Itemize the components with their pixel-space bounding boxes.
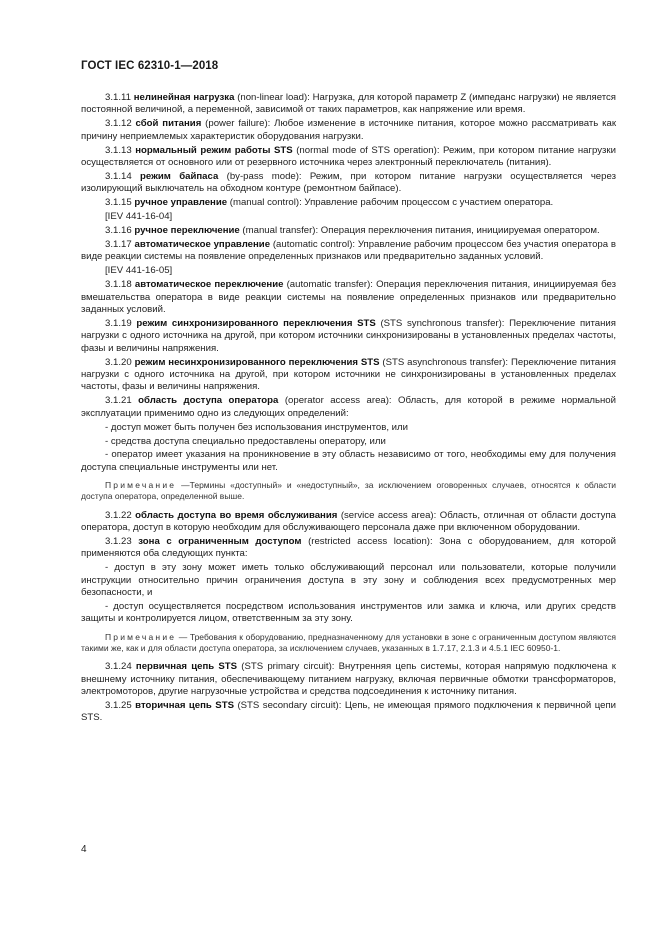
term: режим синхронизированного переключения STS	[136, 317, 376, 329]
term: автоматическое управление	[134, 238, 271, 250]
clause-3-1-22: 3.1.22 область доступа во время обслуживания (service access area): Область, отличная от области доступа оператора, доступ в которую необходим для обслуживающего персонала даже при включенном оборудовании.	[81, 509, 616, 534]
clause-3-1-15: 3.1.15 ручное управление (manual control): Управление рабочим процессом с участием оператора.	[105, 197, 554, 209]
page-number: 4	[81, 844, 87, 855]
list-item: - средства доступа специально предоставлены оператору, или	[105, 435, 386, 447]
clause-3-1-17: 3.1.17 автоматическое управление (automatic control): Управление рабочим процессом без участия оператора в виде реакции системы на появление определенных признаков или предварительно заданных условий.	[81, 238, 616, 263]
clause-3-1-13: 3.1.13 нормальный режим работы STS (normal mode of STS operation): Режим, при котором питание нагрузки осуществляется от основного или от резервного источника через электронный переключатель (питания).	[81, 144, 616, 169]
clause-3-1-16: 3.1.16 ручное переключение (manual transfer): Операция переключения питания, инициируемая оператором.	[105, 225, 600, 237]
term: область доступа во время обслуживания	[135, 509, 338, 521]
list-item: - доступ в эту зону может иметь только обслуживающий персонал или пользователи, которые получили инструкции относительно причин ограничения доступа в эту зону и соблюдения всех предусмотренных мер безопасности, и	[81, 562, 616, 599]
clause-3-1-20: 3.1.20 режим несинхронизированного переключения STS (STS asynchronous transfer): Переключение питания нагрузки с одного источника на другой, при котором источники не синхронизированы в установленных пределах частоты, фазы и величины напряжения.	[81, 356, 616, 393]
clause-3-1-18: 3.1.18 автоматическое переключение (automatic transfer): Операция переключения питания, инициируемая без вмешательства оператора в виде реакции системы на появление определенных признаков или предварительно заданных условий.	[81, 279, 616, 315]
note-label: Примечание	[105, 480, 177, 491]
term: режим несинхронизированного переключения STS	[134, 356, 380, 368]
term: режим байпаса	[140, 170, 219, 182]
clause-3-1-21: 3.1.21 область доступа оператора (operator access area): Область, для которой в режиме нормальной эксплуатации применимо одно из следующих определений:	[81, 395, 617, 419]
note-label: Примечание	[105, 631, 177, 642]
clause-3-1-24: 3.1.24 первичная цепь STS (STS primary circuit): Внутренняя цепь системы, которая напрямую подключена к внешнему источнику питания, обеспечивающему питанием нагрузку, включая первичные обмотки трансформаторов, электромоторов, другие нагрузочные устройства и средства подсоединения к источнику питания.	[81, 661, 617, 698]
note-3-1-21: Примечание —Термины «доступный» и «недоступный», за исключением оговоренных случаев, относятся к области доступа оператора, определенной выше.	[81, 480, 616, 502]
note-3-1-23: Примечание — Требования к оборудованию, предназначенному для установки в зоне с ограниченным доступом являются такими же, как и для области доступа оператора, за исключением случаев, указанных в 1.7.17, 2.1.3 и 4.5.1 IEC 60950-1.	[81, 631, 616, 654]
term: нелинейная нагрузка	[133, 92, 235, 103]
reference-3-1-15: [IEV 441-16-04]	[105, 211, 173, 223]
term: вторичная цепь STS	[135, 699, 234, 711]
clause-3-1-12: 3.1.12 сбой питания (power failure): Любое изменение в источнике питания, которое можно рассматривать как причину неприемлемых характеристик оборудования нагрузки.	[81, 118, 617, 142]
term: сбой питания	[135, 118, 202, 130]
term: автоматическое переключение	[134, 279, 284, 291]
document-header: ГОСТ IEC 62310-1—2018	[81, 60, 219, 72]
term: зона с ограниченным доступом	[138, 536, 302, 547]
clause-3-1-23: 3.1.23 зона с ограниченным доступом (restricted access location): Зона с оборудованием, для которой применяются оба следующих пункта:	[81, 536, 616, 560]
list-item: - доступ осуществляется посредством использования инструментов или замка и ключа, или других средств защиты и контролируется лицом, ответственным за эту зону.	[81, 601, 616, 625]
term: область доступа оператора	[138, 395, 279, 407]
document-body	[81, 92, 616, 726]
list-item: - оператор имеет указания на проникновение в эту область независимо от того, необходимы ему для получения доступа специальные инструменты или нет.	[81, 449, 616, 473]
term: первичная цепь STS	[135, 661, 238, 673]
term: ручное переключение	[134, 225, 240, 237]
term: нормальный режим работы STS	[135, 144, 293, 156]
list-item: - доступ может быть получен без использования инструментов, или	[105, 421, 409, 433]
clause-3-1-19: 3.1.19 режим синхронизированного переключения STS (STS synchronous transfer): Переключение питания нагрузки с одного источника на другой, при котором источники синхронизированы в установленных пределах частоты, фазы и величины напряжения.	[81, 317, 616, 354]
term: ручное управление	[134, 197, 228, 209]
clause-3-1-14: 3.1.14 режим байпаса (by-pass mode): Режим, при котором питание нагрузки осуществляется через изолирующий выключатель на обходном контуре (ремонтном байпасе).	[81, 170, 617, 195]
reference-3-1-17: [IEV 441-16-05]	[105, 265, 173, 277]
clause-3-1-25: 3.1.25 вторичная цепь STS (STS secondary circuit): Цепь, не имеющая прямого подключения к первичной цепи STS.	[81, 699, 616, 724]
clause-3-1-11: 3.1.11 нелинейная нагрузка (non-linear load): Нагрузка, для которой параметр Z (импеданс нагрузки) не является постоянной величиной, а переменной, зависимой от таких параметров, как напряжение или время.	[81, 92, 616, 116]
